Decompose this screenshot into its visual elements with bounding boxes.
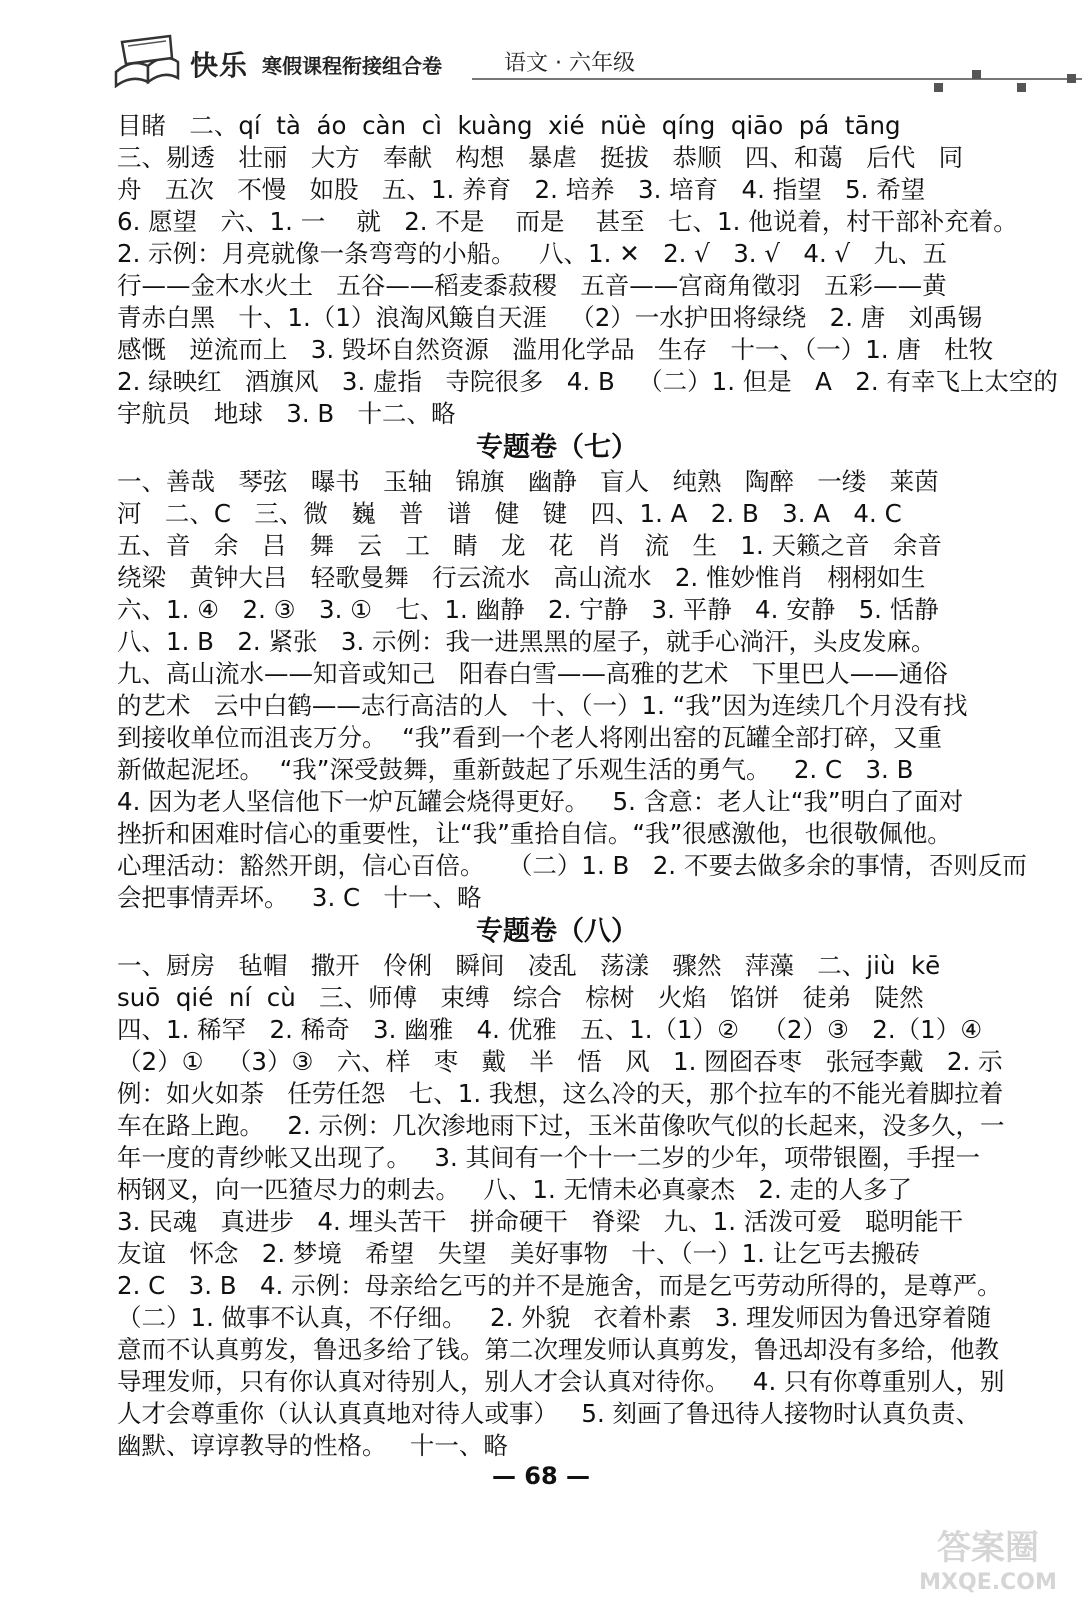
answer-line: 感慨 逆流而上 3. 毁坏自然资源 滥用化学品 生存 十一、（一）1. 唐 杜牧 [117, 335, 994, 364]
answer-line: 2. 示例：月亮就像一条弯弯的小船。 八、1. ✕ 2. √ 3. √ 4. √ 九、五 [117, 239, 947, 268]
answer-line: 绕梁 黄钟大吕 轻歌曼舞 行云流水 高山流水 2. 惟妙惟肖 栩栩如生 [117, 563, 926, 592]
answer-line: 九、高山流水——知音或知己 阳春白雪——高雅的艺术 下里巴人——通俗 [117, 659, 948, 688]
subject-grade: 语文 · 六年级 [504, 51, 635, 76]
answer-line: 舟 五次 不慢 如股 五、1. 养育 2. 培养 3. 培育 4. 指望 5. 希望 [117, 175, 926, 204]
answer-line: suō qié ní cù 三、师傅 束缚 综合 棕树 火焰 馅饼 徒弟 陡然 [117, 983, 924, 1012]
page-number: — 68 — [491, 1462, 591, 1490]
watermark-url: MXQE.COM [919, 1570, 1057, 1595]
answer-line: 会把事情弄坏。 3. C 十一、略 [117, 883, 482, 912]
answer-line: 四、1. 稀罕 2. 稀奇 3. 幽雅 4. 优雅 五、1.（1）② （2）③ 2.（1）④ [117, 1015, 983, 1044]
answer-line: 3. 民魂 真进步 4. 埋头苦干 拼命硬干 脊梁 九、1. 活泼可爱 聪明能干 [117, 1207, 964, 1236]
answer-line: 2. 绿映红 酒旗风 3. 虚指 寺院很多 4. B （二）1. 但是 A 2. 有幸飞上太空的 [117, 367, 1058, 396]
answer-line: 人才会尊重你（认认真真地对待人或事） 5. 刻画了鲁迅待人接物时认真负责、 [117, 1399, 981, 1428]
answer-line: 友谊 怀念 2. 梦境 希望 失望 美好事物 十、（一）1. 让乞丐去搬砖 [117, 1239, 920, 1268]
answer-line: 意而不认真剪发，鲁迅多给了钱。第二次理发师认真剪发，鲁迅却没有多给，他教 [117, 1335, 999, 1364]
answer-line: 导理发师，只有你认真对待别人，别人才会认真对待你。 4. 只有你尊重别人，别 [117, 1367, 1005, 1396]
section-title: 专题卷（八） [476, 916, 638, 947]
brand-title: 快乐 [190, 49, 249, 82]
answer-line: （2）① （3）③ 六、样 枣 戴 半 悟 风 1. 囫囵吞枣 张冠李戴 2. 示 [117, 1047, 1003, 1076]
answer-line: 目睹 二、qí tà áo càn cì kuàng xié nüè qíng qiāo pá tāng [117, 111, 901, 140]
answer-line: 心理活动：豁然开朗，信心百倍。 （二）1. B 2. 不要去做多余的事情，否则反而 [117, 851, 1027, 880]
answer-line: 车在路上跑。 2. 示例：几次渗地雨下过，玉米苗像吹气似的长起来，没多久，一 [117, 1111, 1005, 1140]
series-title: 寒假课程衔接组合卷 [262, 54, 442, 78]
answer-line: 宇航员 地球 3. B 十二、略 [117, 399, 456, 428]
header-square-decoration [934, 83, 943, 92]
section-title: 专题卷（七） [476, 432, 638, 463]
answer-line: 行——金木水火土 五谷——稻麦黍菽稷 五音——宫商角徵羽 五彩——黄 [117, 271, 947, 300]
open-book-logo-icon [112, 32, 182, 88]
header-square-decoration [1067, 74, 1076, 83]
page-header [112, 30, 1012, 90]
header-rule [472, 78, 1082, 80]
answer-line: 一、厨房 毡帽 撒开 伶俐 瞬间 凌乱 荡漾 骤然 萍藻 二、jiù kē [117, 951, 941, 980]
answer-line: 年一度的青纱帐又出现了。 3. 其间有一个十一二岁的少年，项带银圈，手捏一 [117, 1143, 981, 1172]
answer-line: （二）1. 做事不认真，不仔细。 2. 外貌 衣着朴素 3. 理发师因为鲁迅穿着随 [117, 1303, 992, 1332]
watermark-logo [898, 1525, 1078, 1595]
answer-line: 五、音 余 吕 舞 云 工 睛 龙 花 肖 流 生 1. 天籁之音 余音 [117, 531, 942, 560]
answer-line: 三、剔透 壮丽 大方 奉献 构想 暴虐 挺拔 恭顺 四、和蔼 后代 同 [117, 143, 964, 172]
answer-line: 挫折和困难时信心的重要性，让“我”重拾自信。“我”很感激他，也很敬佩他。 [117, 819, 952, 848]
answer-line: 新做起泥坯。 “我”深受鼓舞，重新鼓起了乐观生活的勇气。 2. C 3. B [117, 755, 914, 784]
answer-line: 六、1. ④ 2. ③ 3. ① 七、1. 幽静 2. 宁静 3. 平静 4. 安静 5. 恬静 [117, 595, 939, 624]
answer-line: 河 二、C 三、微 巍 普 谱 健 键 四、1. A 2. B 3. A 4. C [117, 499, 902, 528]
watermark-text: 答案圈 [937, 1528, 1039, 1568]
answer-line: 2. C 3. B 4. 示例：母亲给乞丐的并不是施舍，而是乞丐劳动所得的，是尊严。 [117, 1271, 1002, 1300]
answer-line: 青赤白黑 十、1.（1）浪淘风簸自天涯 （2）一水护田将绿绕 2. 唐 刘禹锡 [117, 303, 983, 332]
answer-line: 到接收单位而沮丧万分。 “我”看到一个老人将刚出窑的瓦罐全部打碎，又重 [117, 723, 942, 752]
answer-line: 的艺术 云中白鹤——志行高洁的人 十、（一）1. “我”因为连续几个月没有找 [117, 691, 968, 720]
answer-line: 一、善哉 琴弦 曝书 玉轴 锦旗 幽静 盲人 纯熟 陶醉 一缕 莱茵 [117, 467, 939, 496]
answer-line: 柄钢叉，向一匹猹尽力的刺去。 八、1. 无情未必真豪杰 2. 走的人多了 [117, 1175, 913, 1204]
answer-line: 八、1. B 2. 紧张 3. 示例：我一进黑黑的屋子，就手心淌汗，头皮发麻。 [117, 627, 936, 656]
header-square-decoration [972, 70, 981, 79]
answer-line: 例：如火如荼 任劳任怨 七、1. 我想，这么冷的天，那个拉车的不能光着脚拉着 [117, 1079, 1004, 1108]
answer-line: 4. 因为老人坚信他下一炉瓦罐会烧得更好。 5. 含意：老人让“我”明白了面对 [117, 787, 964, 816]
header-square-decoration [1017, 83, 1026, 92]
answer-line: 幽默、谆谆教导的性格。 十一、略 [117, 1431, 508, 1460]
answer-line: 6. 愿望 六、1. 一 就 2. 不是 而是 甚至 七、1. 他说着，村干部补充着。 [117, 207, 1018, 236]
answer-content [117, 110, 1058, 1462]
